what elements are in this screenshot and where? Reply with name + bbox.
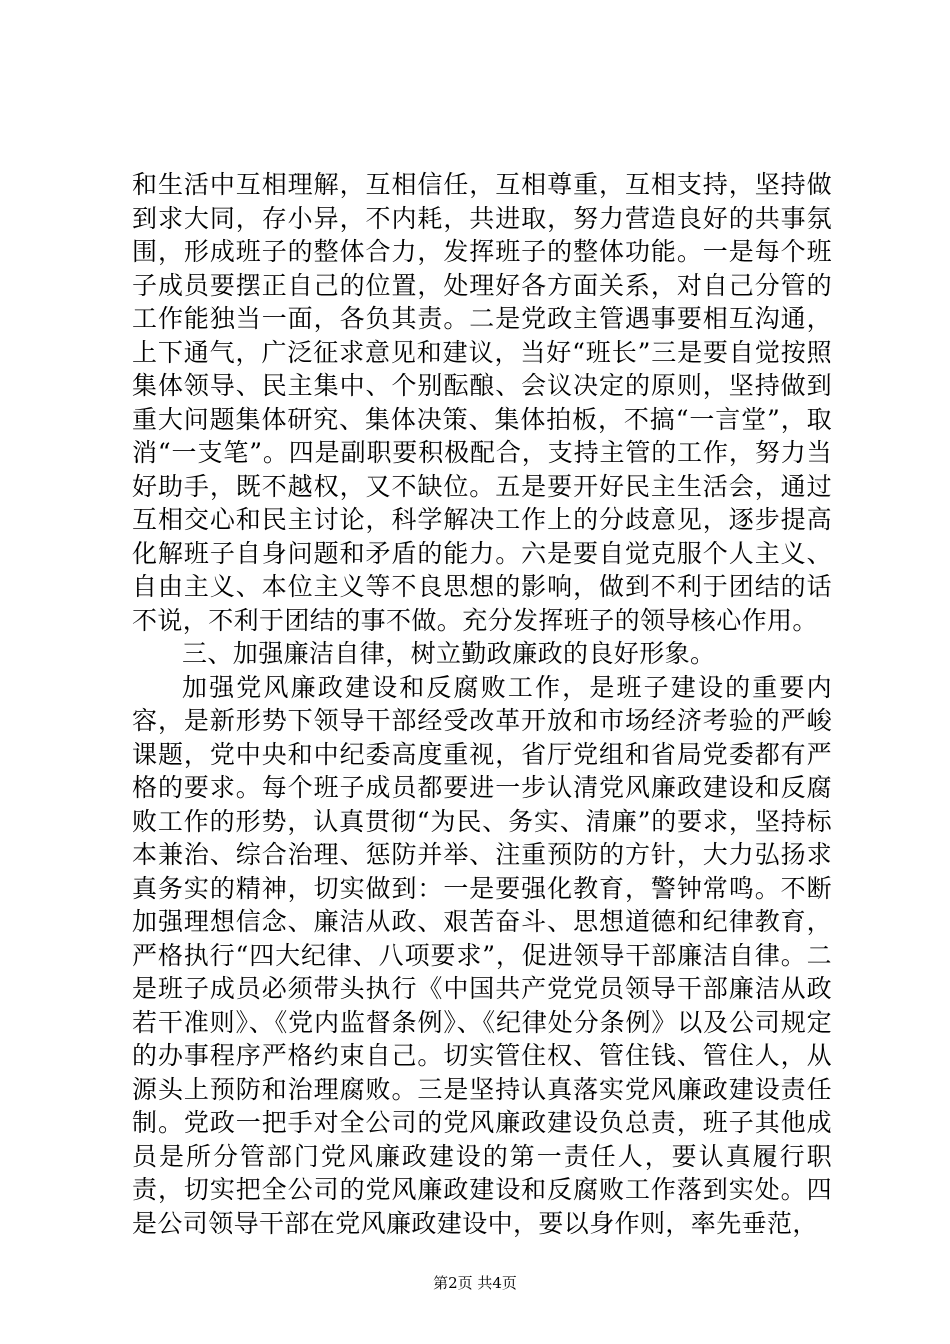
paragraph-body: 加强党风廉政建设和反腐败工作，是班子建设的重要内容，是新形势下领导干部经受改革开放和市场经济考验的严峻课题，党中央和中纪委高度重视，省厅党组和省局党委都有严格的要求。每个班子成员都要进一步认清党风廉政建设和反腐败工作的形势，认真贯彻“为民、务实、清廉”的要求，坚持标本兼治、综合治理、惩防并举、注重预防的方针，大力弘扬求真务实的精神，切实做到：一是要强化教育，警钟常鸣。不断加强理想信念、廉洁从政、艰苦奋斗、思想道德和纪律教育，严格执行“四大纪律、八项要求”，促进领导干部廉洁自律。二是班子成员必须带头执行《中国共产党党员领导干部廉洁从政若干准则》、《党内监督条例》、《纪律处分条例》以及公司规定的办事程序严格约束自己。切实管住权、管住钱、管住人，从源头上预防和治理腐败。三是坚持认真落实党风廉政建设责任制。党政一把手对全公司的党风廉政建设负总责，班子其他成员是所分管部门党风廉政建设的第一责任人，要认真履行职责，切实把全公司的党风廉政建设和反腐败工作落到实处。四是公司领导干部在党风廉政建设中，要以身作则，率先垂范， [132, 672, 832, 1238]
page-footer [0, 1272, 950, 1293]
paragraph-continuation: 和生活中互相理解，互相信任，互相尊重，互相支持，坚持做到求大同，存小异，不内耗，共进取，努力营造良好的共事氛围，形成班子的整体合力，发挥班子的整体功能。一是每个班子成员要摆正自己的位置，处理好各方面关系，对自己分管的工作能独当一面，各负其责。二是党政主管遇事要相互沟通，上下通气，广泛征求意见和建议，当好“班长”三是要自觉按照集体领导、民主集中、个别酝酿、会议决定的原则，坚持做到重大问题集体研究、集体决策、集体拍板，不搞“一言堂”，取消“一支笔”。四是副职要积极配合，支持主管的工作，努力当好助手，既不越权，又不缺位。五是要开好民主生活会，通过互相交心和民主讨论，科学解决工作上的分歧意见，逐步提高化解班子自身问题和矛盾的能力。六是要自觉克服个人主义、自由主义、本位主义等不良思想的影响，做到不利于团结的话不说，不利于团结的事不做。充分发挥班子的领导核心作用。 [132, 170, 832, 635]
section-heading: 三、加强廉洁自律，树立勤政廉政的良好形象。 [182, 639, 716, 668]
document-body [132, 168, 832, 1240]
page-number-label: 第2页 共4页 [433, 1274, 517, 1292]
